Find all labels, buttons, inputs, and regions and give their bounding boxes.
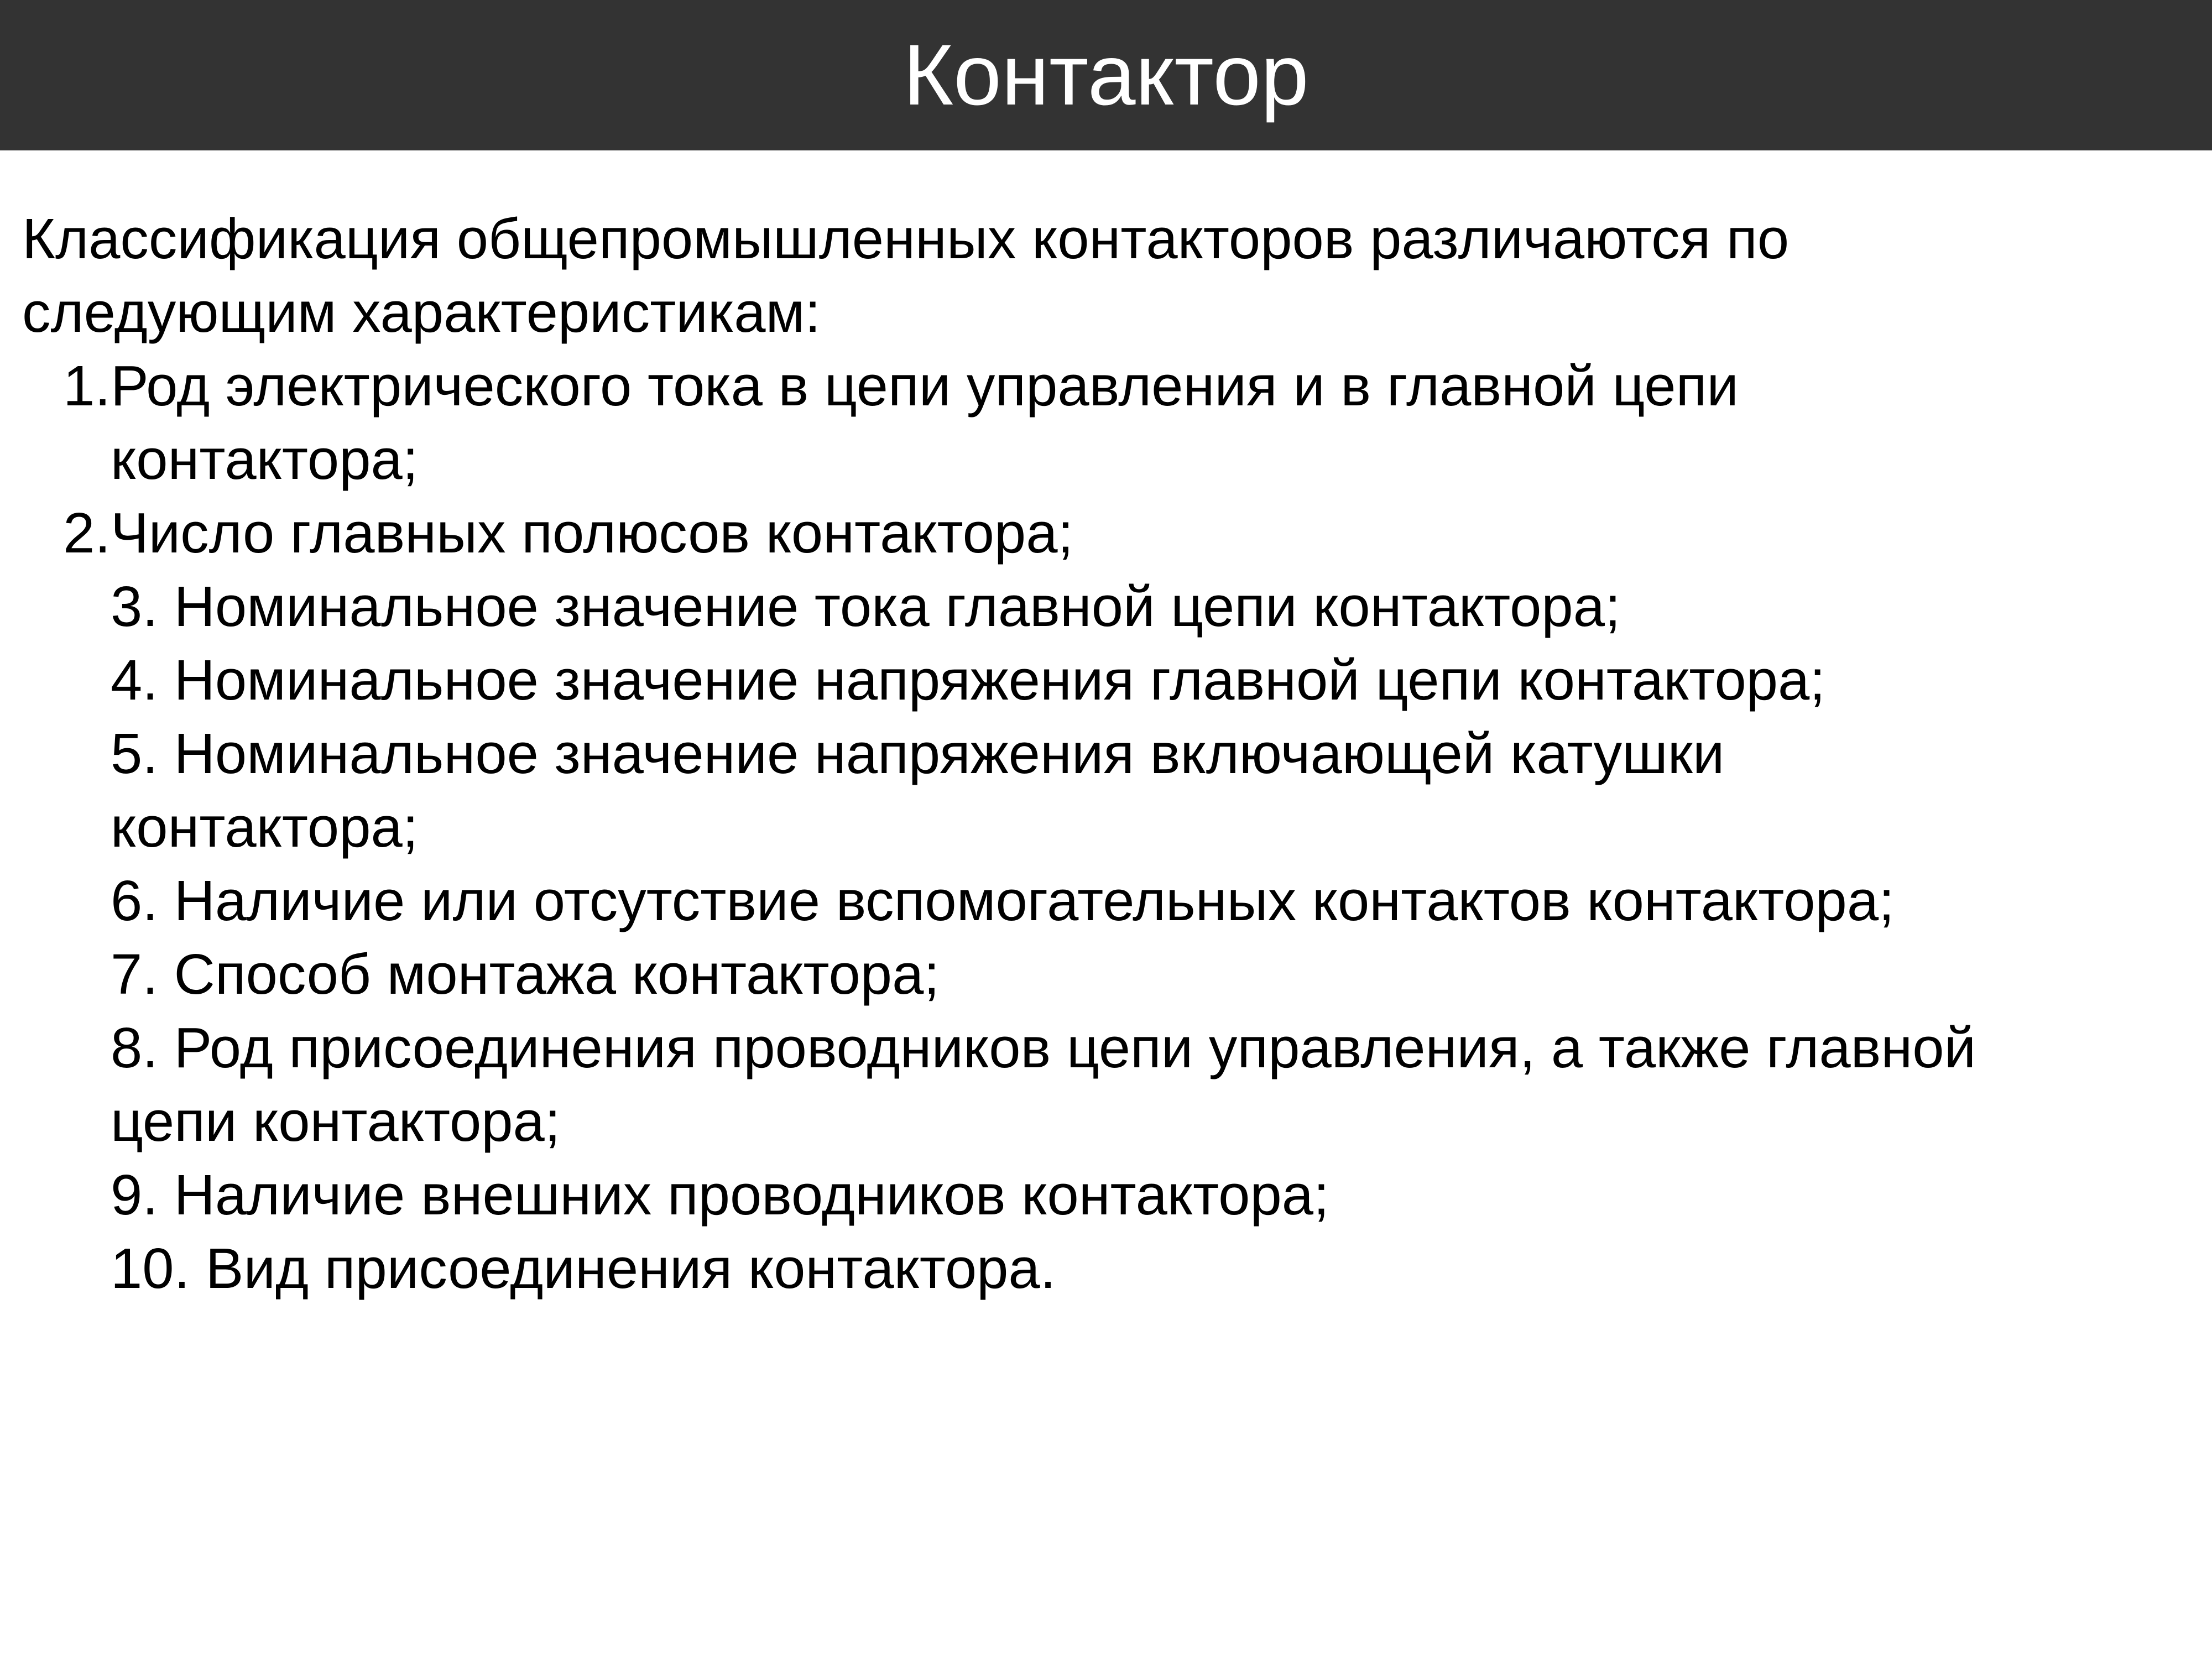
list-line: 4. Номинальное значение напряжения главной цепи контактора; bbox=[111, 648, 1825, 712]
list-item-text: Число главных полюсов контактора; bbox=[111, 501, 1074, 565]
list-item-continuation: контактора; bbox=[111, 427, 419, 491]
list-line: 5. Номинальное значение напряжения включающей катушки bbox=[111, 722, 1725, 785]
list-item-text: Род электрического тока в цепи управления и в главной цепи bbox=[111, 354, 1739, 418]
list-line: 10. Вид присоединения контактора. bbox=[111, 1237, 1056, 1300]
list-item bbox=[22, 349, 2190, 422]
list-line: 9. Наличие внешних проводников контактора; bbox=[111, 1163, 1329, 1227]
intro-line: следующим характеристикам: bbox=[22, 280, 821, 344]
slide-body bbox=[22, 202, 2190, 1305]
list-item bbox=[22, 496, 2190, 570]
list-number: 2. bbox=[63, 501, 111, 565]
list-line: цепи контактора; bbox=[111, 1089, 561, 1153]
list-line: 7. Способ монтажа контактора; bbox=[111, 942, 940, 1006]
list-line: 6. Наличие или отсутствие вспомогательных контактов контактора; bbox=[111, 869, 1895, 932]
list-line: контактора; bbox=[111, 795, 419, 859]
intro-line: Классификация общепромышленных контакторов различаются по bbox=[22, 207, 1790, 270]
slide-title: Контактор bbox=[903, 27, 1309, 123]
list-line: 8. Род присоединения проводников цепи управления, а также главной bbox=[111, 1016, 1976, 1079]
list-line: 3. Номинальное значение тока главной цепи контактора; bbox=[111, 575, 1621, 638]
list-number: 1. bbox=[63, 354, 111, 418]
